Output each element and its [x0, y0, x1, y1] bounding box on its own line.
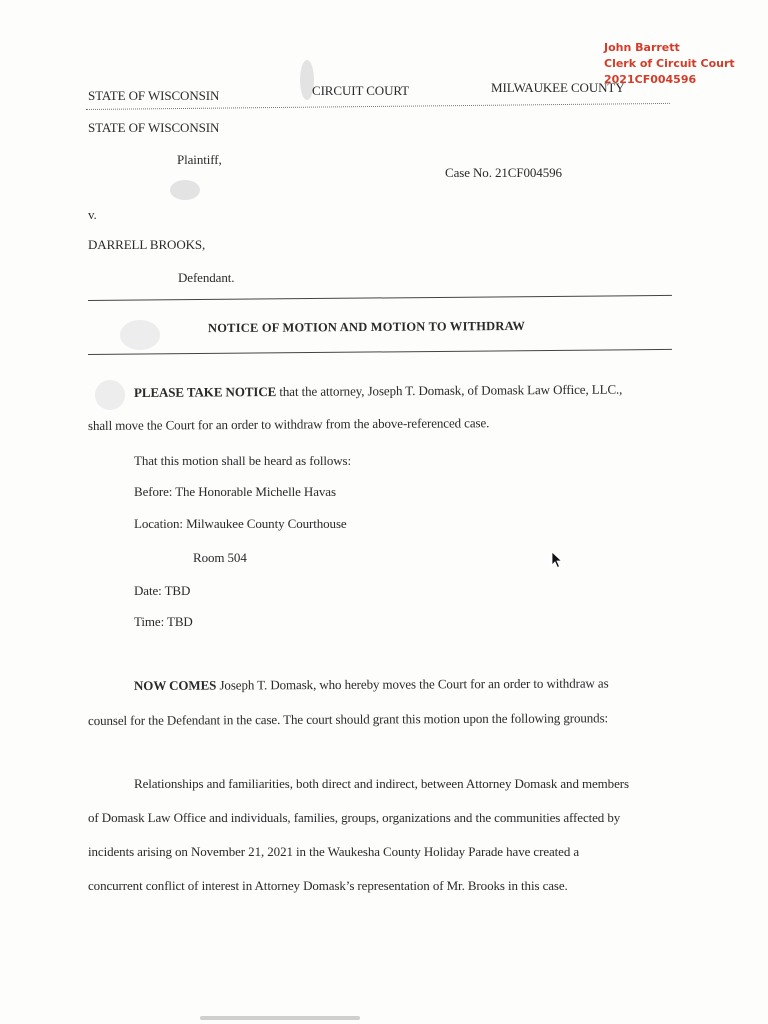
- grounds-line-3: incidents arising on November 21, 2021 in the Waukesha County Holiday Parade have created a: [88, 844, 580, 859]
- notice-line-2: shall move the Court for an order to withdraw from the above-referenced case.: [87, 415, 490, 433]
- case-number: Case No. 21CF004596: [445, 165, 562, 180]
- scan-artifact: [120, 320, 160, 350]
- notice-lead-rest: that the attorney, Joseph T. Domask, of Domask Law Office, LLC.,: [276, 381, 623, 400]
- versus: v.: [88, 207, 97, 222]
- hearing-judge: Before: The Honorable Michelle Havas: [134, 484, 336, 499]
- plaintiff-name: STATE OF WISCONSIN: [88, 120, 220, 135]
- document-title: NOTICE OF MOTION AND MOTION TO WITHDRAW: [207, 318, 526, 336]
- plaintiff-role: Plaintiff,: [177, 152, 222, 167]
- defendant-role: Defendant.: [178, 270, 235, 285]
- title-rule-top: [88, 295, 672, 301]
- hearing-time: Time: TBD: [134, 614, 193, 629]
- motion-lead-rest: Joseph T. Domask, who hereby moves the Court for an order to withdraw as: [216, 675, 609, 693]
- hearing-room: Room 504: [193, 550, 247, 565]
- stamp-case-number: 2021CF004596: [604, 73, 697, 86]
- notice-line-1: [134, 382, 622, 401]
- motion-line-2: counsel for the Defendant in the case. The court should grant this motion upon the following grounds:: [87, 710, 609, 728]
- caption-county: MILWAUKEE COUNTY: [491, 80, 625, 95]
- stamp-clerk-name: John Barrett: [604, 41, 680, 54]
- grounds-line-1: Relationships and familiarities, both direct and indirect, between Attorney Domask and members: [134, 776, 629, 791]
- scan-artifact: [95, 380, 125, 410]
- motion-line-1: [134, 676, 609, 694]
- hearing-location: Location: Milwaukee County Courthouse: [134, 516, 347, 531]
- hearing-intro: That this motion shall be heard as follows:: [134, 453, 352, 468]
- caption-court: CIRCUIT COURT: [312, 83, 409, 98]
- notice-lead: PLEASE TAKE NOTICE: [133, 384, 277, 400]
- motion-lead: NOW COMES: [133, 677, 217, 693]
- title-rule-bottom: [88, 349, 672, 355]
- caption-state-header: STATE OF WISCONSIN: [88, 88, 220, 103]
- grounds-line-4: concurrent conflict of interest in Attorney Domask’s representation of Mr. Brooks in this case.: [88, 878, 568, 893]
- stamp-clerk-title: Clerk of Circuit Court: [604, 57, 735, 70]
- defendant-name: DARRELL BROOKS,: [88, 237, 206, 252]
- hearing-date: Date: TBD: [134, 583, 191, 598]
- scan-artifact: [170, 180, 200, 200]
- grounds-line-2: of Domask Law Office and individuals, families, groups, organizations and the communities affected by: [88, 810, 621, 825]
- scan-artifact: [200, 1016, 360, 1020]
